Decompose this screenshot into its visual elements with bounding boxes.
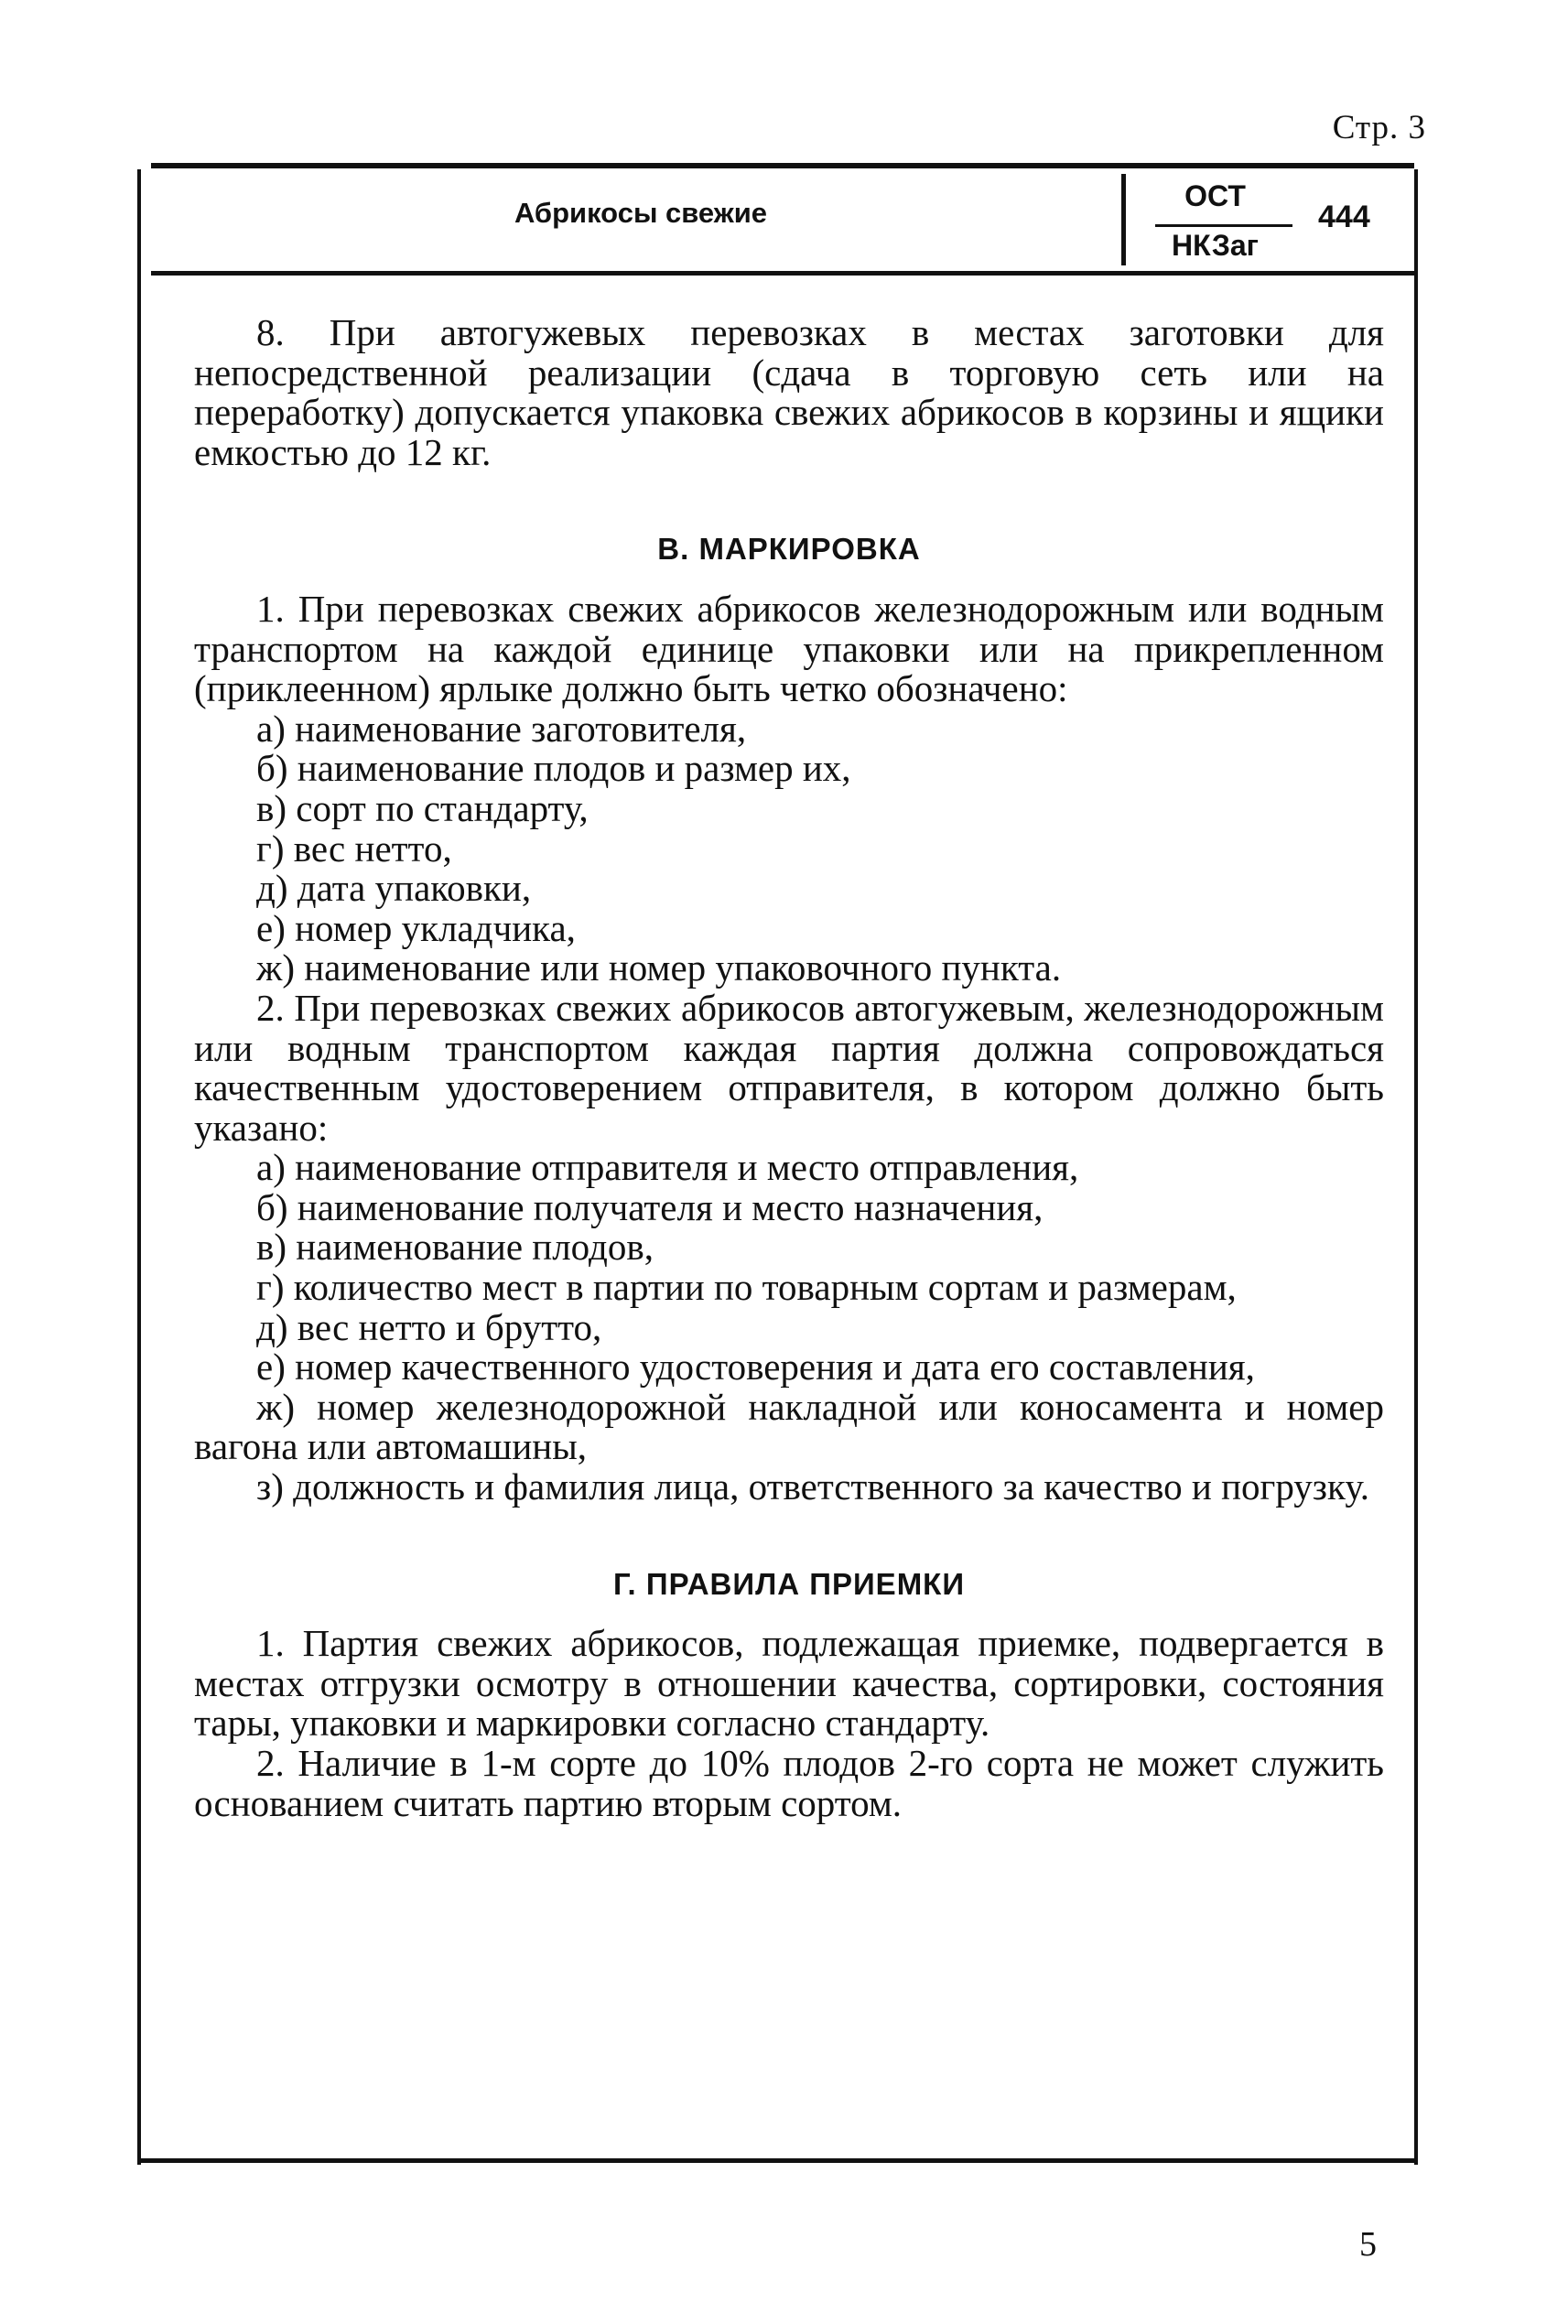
frame-left-line	[137, 169, 141, 2165]
section-g-heading: Г. ПРАВИЛА ПРИЕМКИ	[612, 1566, 966, 1601]
document-title: Абрикосы свежие	[514, 197, 768, 229]
list-item: е) номер качественного удостоверения и дата его составления,	[256, 1346, 1255, 1389]
paragraph-8: 8. При автогужевых перевозках в местах заготовки для непосредственной реализации (сдача в торговую сеть или на переработку) допускается упаковка свежих абрикосов в корзины и ящики емкостью до 12 кг.	[194, 311, 1384, 473]
standard-number: 444	[1318, 200, 1370, 234]
list-item: г) количество мест в партии по товарным сортам и размерам,	[256, 1266, 1237, 1309]
section-g-paragraph-1: 1. Партия свежих абрикосов, подлежащая приемке, подвергается в местах отгрузки осмотру в отношении качества, сортировки, состояния тары, упаковки и маркировки согласно стандарту.	[194, 1622, 1384, 1745]
list-item: а) наименование заготовителя,	[256, 707, 747, 750]
footer-rule	[137, 2158, 1417, 2163]
list-item: д) вес нетто и брутто,	[256, 1305, 602, 1348]
section-g-paragraph-2: 2. Наличие в 1-м сорте до 10% плодов 2-го сорта не может служить основанием считать партию вторым сортом.	[194, 1742, 1384, 1824]
list-item: в) наименование плодов,	[256, 1226, 654, 1269]
list-item: ж) номер железнодорожной накладной или коносамента и номер вагона или автомашины,	[194, 1385, 1384, 1468]
standard-fraction-line	[1155, 224, 1292, 227]
section-v-heading: В. МАРКИРОВКА	[657, 532, 921, 567]
standard-code: ОСТ	[1184, 179, 1246, 212]
page-body	[194, 313, 1384, 1823]
list-item: г) вес нетто,	[256, 827, 452, 870]
header-top-rule	[151, 163, 1414, 168]
list-item: в) сорт по стандарту,	[256, 786, 589, 829]
header-bottom-rule	[151, 271, 1414, 276]
list-item: д) дата упаковки,	[256, 867, 532, 910]
page-label: Стр. 3	[1332, 109, 1426, 146]
header-divider	[1121, 174, 1126, 265]
page-number: 5	[1359, 2225, 1377, 2264]
standard-issuer: НКЗаг	[1172, 229, 1259, 262]
list-item: а) наименование отправителя и место отправления,	[256, 1146, 1079, 1189]
list-item: з) должность и фамилия лица, ответственного за качество и погрузку.	[256, 1465, 1369, 1508]
list-item: б) наименование плодов и размер их,	[256, 747, 851, 790]
section-v-paragraph-2: 2. При перевозках свежих абрикосов автогужевым, железнодорожным или водным транспортом каждая партия должна сопровождаться качественным удостоверением отправителя, в котором должно быть указано:	[194, 986, 1384, 1149]
section-v-paragraph-1: 1. При перевозках свежих абрикосов железнодорожным или водным транспортом на каждой единице упаковки или на прикрепленном (приклеенном) ярлыке должно быть четко обозначено:	[194, 587, 1384, 710]
list-item: ж) наименование или номер упаковочного пункта.	[256, 946, 1062, 989]
list-item: е) номер укладчика,	[256, 906, 576, 949]
frame-right-line	[1414, 169, 1418, 2165]
list-item: б) наименование получателя и место назначения,	[256, 1185, 1044, 1228]
